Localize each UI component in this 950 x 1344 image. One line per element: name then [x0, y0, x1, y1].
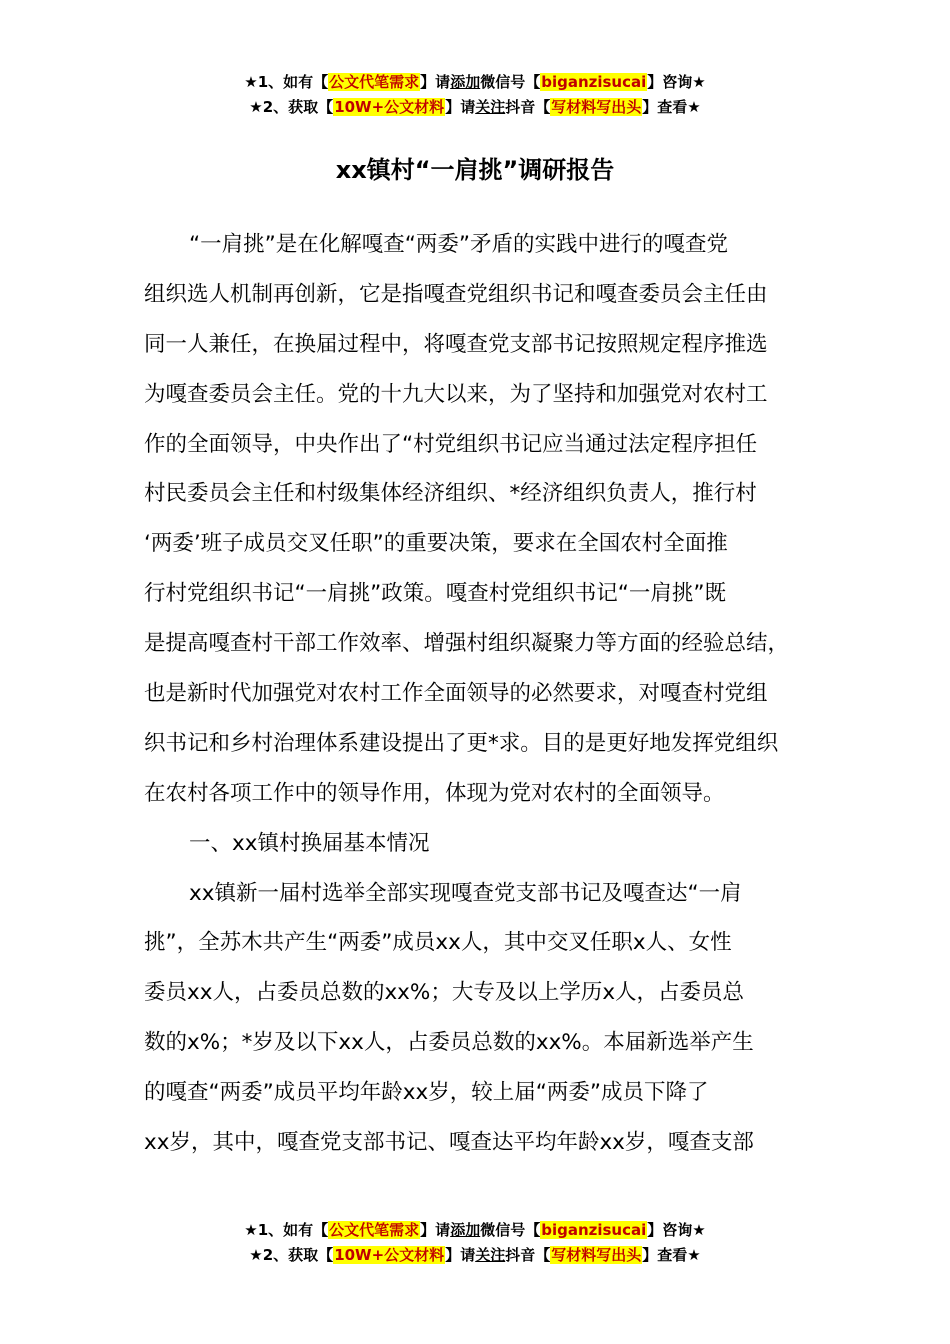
promo-line-2 [0, 1243, 950, 1268]
promo-text: 】咨询★ [647, 1221, 706, 1239]
paragraph-line: 同一人兼任，在换届过程中，将嘎查党支部书记按照规定程序推选 [144, 331, 768, 357]
promo-underlined: 添加 [450, 73, 481, 91]
promo-highlight-douyin: 写材料写出头 [551, 1246, 642, 1264]
promo-text: 微信号【 [480, 73, 541, 91]
promo-text: 】请 [445, 98, 476, 116]
promo-text: 】查看★ [642, 1246, 701, 1264]
promo-text: 微信号【 [480, 1221, 541, 1239]
promo-text: 】查看★ [642, 98, 701, 116]
paragraph-line: 挑”，全苏木共产生“两委”成员xx人，其中交叉任职x人、女性 [144, 930, 732, 956]
document-title: xx镇村“一肩挑”调研报告 [335, 156, 615, 184]
paragraph-line: xx岁，其中，嘎查党支部书记、嘎查达平均年龄xx岁，嘎查支部 [144, 1130, 754, 1156]
promo-highlight: 公文代笔需求 [329, 73, 420, 91]
promo-text: 】请 [445, 1246, 476, 1264]
promo-text: 】请 [420, 73, 451, 91]
footer-promo-banner [0, 1218, 950, 1268]
paragraph-line: 数的x%；*岁及以下xx人，占委员总数的xx%。本届新选举产生 [144, 1030, 754, 1056]
promo-highlight-douyin: 写材料写出头 [551, 98, 642, 116]
promo-highlight-wechat-id: biganzisucai [541, 73, 647, 91]
header-promo-banner [0, 70, 950, 120]
promo-highlight: 10W+公文材料 [334, 1246, 445, 1264]
paragraph-line: 委员xx人，占委员总数的xx%；大专及以上学历x人，占委员总 [144, 980, 745, 1006]
promo-text: 抖音【 [505, 1246, 551, 1264]
promo-line-2 [0, 95, 950, 120]
promo-underlined: 添加 [450, 1221, 481, 1239]
promo-text: ★2、获取【 [249, 98, 334, 116]
paragraph-line: 组织选人机制再创新，它是指嘎查党组织书记和嘎查委员会主任由 [144, 281, 768, 307]
promo-text: ★2、获取【 [249, 1246, 334, 1264]
paragraph-line: 为嘎查委员会主任。党的十九大以来，为了坚持和加强党对农村工 [144, 381, 768, 407]
paragraph-line: xx镇新一届村选举全部实现嘎查党支部书记及嘎查达“一肩 [189, 880, 742, 906]
promo-text: ★1、如有【 [244, 1221, 329, 1239]
promo-highlight-wechat-id: biganzisucai [541, 1221, 647, 1239]
promo-line-1 [0, 70, 950, 95]
paragraph-line: 也是新时代加强党对农村工作全面领导的必然要求，对嘎查村党组 [144, 681, 768, 707]
promo-line-1 [0, 1218, 950, 1243]
promo-text: 抖音【 [505, 98, 551, 116]
promo-text: 】咨询★ [647, 73, 706, 91]
paragraph-line: “一肩挑”是在化解嘎查“两委”矛盾的实践中进行的嘎查党 [189, 232, 729, 257]
paragraph-line: ‘两委’班子成员交叉任职”的重要决策，要求在全国农村全面推 [144, 531, 728, 557]
promo-highlight: 公文代笔需求 [329, 1221, 420, 1239]
paragraph-line: 在农村各项工作中的领导作用，体现为党对农村的全面领导。 [144, 780, 725, 806]
promo-text: 】请 [420, 1221, 451, 1239]
promo-underlined: 关注 [475, 98, 506, 116]
paragraph-line: 织书记和乡村治理体系建设提出了更*求。目的是更好地发挥党组织 [144, 730, 779, 756]
paragraph-line: 行村党组织书记“一肩挑”政策。嘎查村党组织书记“一肩挑”既 [144, 581, 727, 607]
paragraph-line: 是提高嘎查村干部工作效率、增强村组织凝聚力等方面的经验总结， [144, 631, 790, 657]
document-body [144, 220, 809, 1168]
section-heading: 一、xx镇村换届基本情况 [189, 830, 430, 856]
promo-underlined: 关注 [475, 1246, 506, 1264]
promo-text: ★1、如有【 [244, 73, 329, 91]
paragraph-line: 村民委员会主任和村级集体经济组织、*经济组织负责人，推行村 [144, 481, 757, 507]
promo-highlight: 10W+公文材料 [334, 98, 445, 116]
paragraph-line: 作的全面领导，中央作出了“村党组织书记应当通过法定程序担任 [144, 431, 758, 457]
paragraph-line: 的嘎查“两委”成员平均年龄xx岁，较上届“两委”成员下降了 [144, 1080, 709, 1106]
